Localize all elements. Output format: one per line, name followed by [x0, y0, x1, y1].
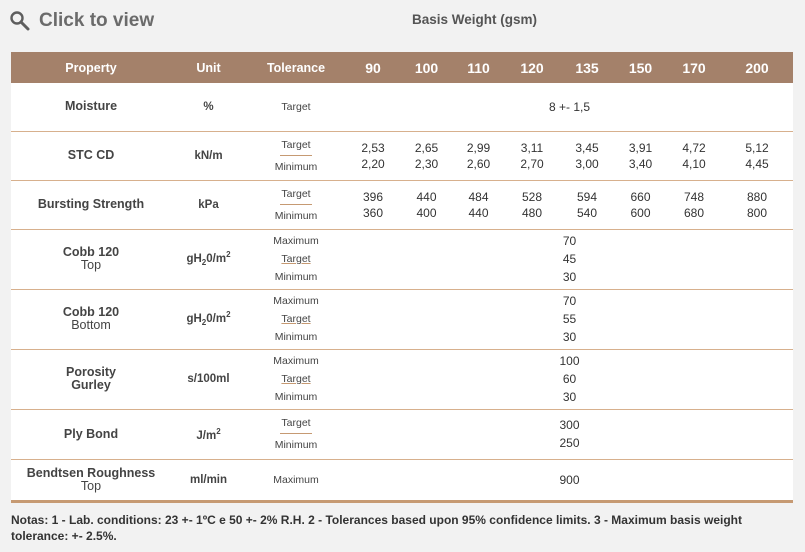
column-header-110: 110 [467, 59, 490, 76]
unit-subscript: 2 [201, 318, 207, 328]
value-cell [667, 131, 721, 180]
value-minimum: 3,00 [575, 156, 599, 171]
unit-superscript: 2 [226, 310, 231, 320]
value-target: 45 [562, 252, 577, 266]
unit-superscript: 2 [226, 250, 231, 260]
property-cell [11, 349, 171, 409]
value-target: 880 [746, 189, 768, 204]
value-target: 4,72 [682, 140, 706, 155]
tolerance-label: Minimum [274, 331, 318, 343]
value-cell [346, 131, 400, 180]
unit-subscript: 2 [201, 258, 207, 268]
tolerance-cell [246, 83, 346, 131]
value-cell [504, 131, 560, 180]
value-target: 594 [576, 189, 598, 204]
value-cell [346, 289, 793, 349]
table-header-row [11, 52, 793, 83]
table-row-cobb-top [11, 229, 793, 289]
property-name: Cobb 120 [62, 305, 120, 319]
unit-cell [171, 409, 246, 459]
value-minimum: 540 [576, 205, 598, 220]
value-target: 396 [362, 189, 384, 204]
property-subname: Top [80, 258, 102, 272]
value-cell [560, 180, 614, 229]
tolerance-cell [246, 229, 346, 289]
column-header-unit: Unit [196, 60, 221, 75]
column-header-100: 100 [414, 59, 439, 76]
value-cell [721, 180, 793, 229]
tolerance-label: Target [281, 100, 311, 113]
tolerance-label: Target [281, 138, 311, 151]
table-row-cobb-bottom [11, 289, 793, 349]
tolerance-label: Target [281, 253, 311, 265]
click-to-view-label: Click to view [39, 10, 155, 31]
column-header-150: 150 [628, 59, 653, 76]
unit-cell: % [171, 83, 246, 131]
value-cell [453, 131, 504, 180]
tolerance-label: Minimum [274, 271, 318, 283]
tolerance-label: Maximum [273, 295, 319, 307]
value-minimum: 600 [630, 205, 651, 220]
property-cell [11, 83, 171, 131]
table-row-ply-bond [11, 409, 793, 459]
value-cell [614, 180, 667, 229]
value-cell [346, 349, 793, 409]
property-subname: Bottom [71, 318, 111, 332]
column-header-120: 120 [520, 59, 544, 76]
value-cell [400, 131, 453, 180]
tolerance-cell [246, 289, 346, 349]
unit-rest: 0/m [206, 313, 227, 326]
tolerance-label: Maximum [273, 235, 319, 247]
value-target: 300 [559, 418, 580, 432]
value-cell [614, 131, 667, 180]
value-cell [346, 409, 793, 459]
value-cell [400, 180, 453, 229]
unit-cell [171, 229, 246, 289]
tolerance-cell [246, 180, 346, 229]
value-minimum: 2,60 [466, 156, 491, 171]
property-name: Bursting Strength [37, 197, 145, 211]
value-target: 660 [630, 189, 651, 204]
value-cell: 900 [346, 459, 793, 501]
table-row-bendtsen-roughness [11, 459, 793, 501]
value-target: 2,99 [466, 140, 491, 155]
unit-main: gH [186, 253, 202, 266]
tolerance-label: Minimum [274, 160, 318, 173]
value-target: 5,12 [745, 140, 769, 155]
property-name: Moisture [64, 99, 118, 114]
tolerance-divider [280, 433, 312, 434]
tolerance-label: Minimum [274, 391, 318, 403]
column-header-135: 135 [575, 59, 599, 76]
property-cell [11, 409, 171, 459]
value-cell [721, 131, 793, 180]
tolerance-label: Target [281, 187, 311, 200]
column-header-property: Property [65, 60, 117, 75]
property-name: Porosity [65, 365, 116, 379]
value-minimum: 250 [559, 436, 580, 450]
value-minimum: 800 [746, 205, 768, 220]
unit-main: J/m [196, 429, 217, 442]
tolerance-label: Target [281, 373, 311, 385]
unit-cell: kN/m [171, 131, 246, 180]
property-name: STC CD [67, 148, 115, 162]
value-minimum: 30 [562, 390, 577, 404]
value-minimum: 680 [683, 205, 705, 220]
click-to-view-button[interactable] [9, 6, 154, 36]
table-row-bursting-strength [11, 180, 793, 229]
unit-superscript: 2 [216, 426, 221, 436]
value-minimum: 2,30 [414, 156, 439, 171]
value-cell: 8 +- 1,5 [346, 83, 793, 131]
table-row-stc-cd [11, 131, 793, 180]
value-target: 2,65 [414, 140, 439, 155]
column-header-tolerance: Tolerance [266, 60, 326, 75]
value-minimum: 4,45 [745, 156, 769, 171]
table-row-moisture [11, 83, 793, 131]
value-target: 440 [416, 189, 437, 204]
tolerance-cell [246, 349, 346, 409]
unit-cell [171, 289, 246, 349]
value-target: 55 [562, 312, 577, 326]
property-cell [11, 459, 171, 501]
value-target: 60 [562, 372, 577, 386]
value-target: 3,11 [520, 140, 544, 155]
value-target: 3,45 [575, 140, 599, 155]
value-cell [504, 180, 560, 229]
value-maximum: 70 [562, 234, 577, 248]
tolerance-label: Target [281, 313, 311, 325]
value-target: 3,91 [628, 140, 653, 155]
tolerance-divider [280, 155, 312, 156]
value-minimum: 440 [468, 205, 489, 220]
value-minimum: 4,10 [682, 156, 706, 171]
column-header-200: 200 [745, 59, 769, 76]
specification-table [11, 52, 793, 503]
property-cell [11, 131, 171, 180]
value-cell [346, 180, 400, 229]
unit-rest: 0/m [206, 253, 227, 266]
property-name: Cobb 120 [62, 245, 120, 259]
tolerance-label: Maximum [273, 355, 319, 367]
value-cell [346, 229, 793, 289]
unit-cell: ml/min [171, 459, 246, 501]
value-maximum: 70 [562, 294, 577, 308]
tolerance-label: Maximum [273, 473, 319, 486]
tolerance-cell [246, 409, 346, 459]
value-minimum: 360 [362, 205, 384, 220]
value-minimum: 30 [562, 270, 577, 284]
tolerance-cell [246, 459, 346, 501]
value-minimum: 480 [521, 205, 543, 220]
value-cell [667, 180, 721, 229]
top-bar [0, 0, 805, 46]
property-cell [11, 180, 171, 229]
unit-main: gH [186, 313, 202, 326]
tolerance-divider [280, 204, 312, 205]
value-minimum: 3,40 [628, 156, 653, 171]
value-target: 2,53 [361, 140, 385, 155]
value-minimum: 30 [562, 330, 577, 344]
property-subname: Gurley [71, 378, 111, 392]
footnotes: Notas: 1 - Lab. conditions: 23 +- 1ºC e 50 +- 2% R.H. 2 - Tolerances based upon 95% confidence limits. 3 - Maximum basis weight tolerance: +- 2.5%. [11, 513, 743, 543]
tolerance-label: Target [281, 417, 311, 429]
value-target: 748 [683, 189, 705, 204]
property-name: Ply Bond [63, 426, 119, 441]
value-minimum: 2,70 [520, 156, 544, 171]
value-minimum: 2,20 [361, 156, 385, 171]
basis-weight-title: Basis Weight (gsm) [412, 12, 538, 27]
unit-cell: s/100ml [171, 349, 246, 409]
value-target: 484 [468, 189, 489, 204]
tolerance-cell [246, 131, 346, 180]
property-cell [11, 229, 171, 289]
tolerance-label: Minimum [274, 209, 318, 222]
table-row-porosity [11, 349, 793, 409]
value-minimum: 400 [416, 205, 437, 220]
tolerance-label: Minimum [274, 439, 318, 451]
value-maximum: 100 [559, 354, 580, 368]
property-subname: Top [80, 478, 102, 493]
property-name: Bendtsen Roughness [26, 465, 156, 480]
unit-cell: kPa [171, 180, 246, 229]
property-cell [11, 289, 171, 349]
value-target: 528 [521, 189, 543, 204]
value-cell [560, 131, 614, 180]
magnifier-icon [9, 10, 31, 32]
value-cell [453, 180, 504, 229]
column-header-170: 170 [682, 59, 706, 76]
column-header-90: 90 [365, 59, 381, 76]
